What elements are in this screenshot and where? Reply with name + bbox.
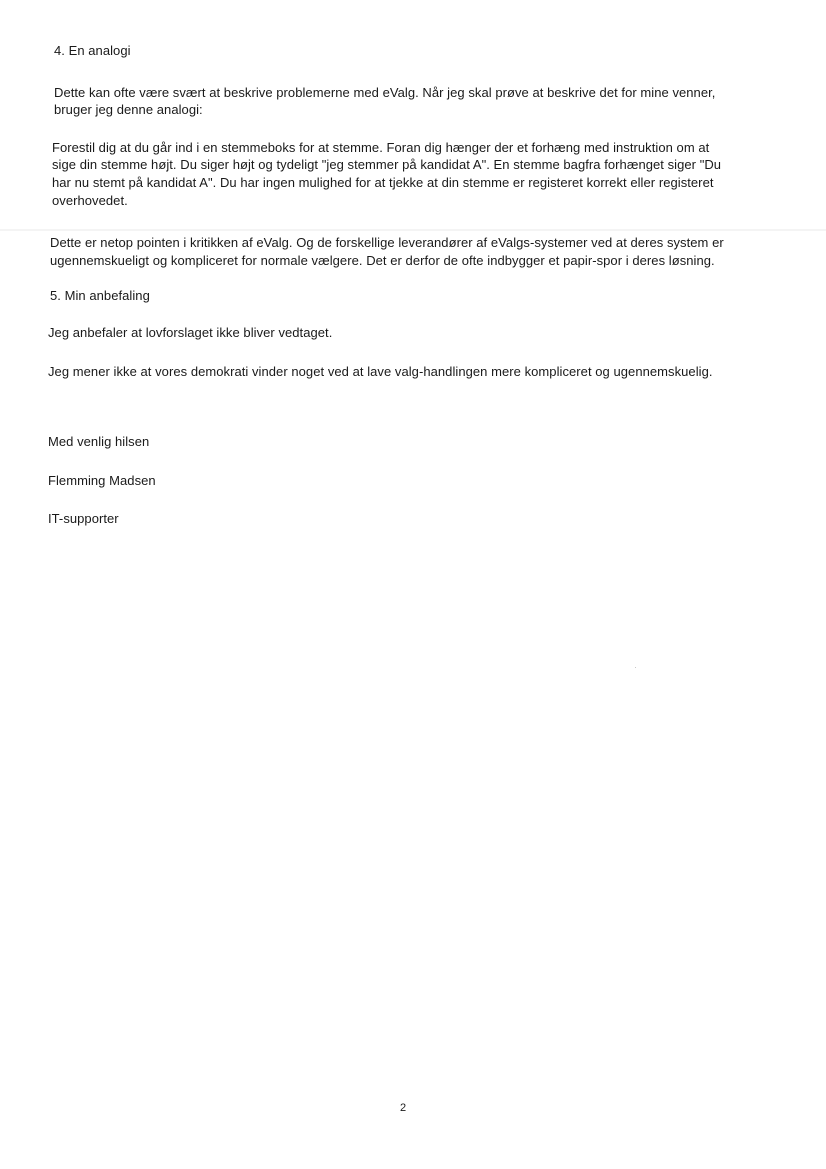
section-5-heading: 5. Min anbefaling — [50, 288, 150, 303]
section-5-paragraph-2: Jeg mener ikke at vores demokrati vinder noget ved at lave valg-handlingen mere kompliceret og ugennemskuelig. — [48, 364, 713, 379]
scan-artifact-band — [0, 229, 826, 231]
section-4-paragraph-2-line-4: overhovedet. — [52, 193, 128, 208]
section-4-paragraph-2-line-2: sige din stemme højt. Du siger højt og tydeligt "jeg stemmer på kandidat A". En stemme bagfra forhænget siger "Du — [52, 157, 722, 172]
section-4-paragraph-1-line-1: Dette kan ofte være svært at beskrive problemerne med eValg. Når jeg skal prøve at beskrive det for mine venner, — [54, 85, 716, 100]
section-4-paragraph-2-line-3: har nu stemt på kandidat A". Du har ingen mulighed for at tjekke at din stemme er registeret korrekt eller registeret — [52, 175, 714, 190]
section-4-paragraph-2-line-1: Forestil dig at du går ind i en stemmeboks for at stemme. Foran dig hænger der et forhæng med instruktion om at — [52, 140, 710, 155]
page-number: 2 — [400, 1102, 407, 1114]
section-4-heading: 4. En analogi — [54, 43, 131, 58]
signature-title: IT-supporter — [48, 511, 119, 526]
section-4-paragraph-3-line-1: Dette er netop pointen i kritikken af eValg. Og de forskellige leverandører af eValgs-systemer ved at deres system er — [50, 235, 724, 250]
section-4-paragraph-1-line-2: bruger jeg denne analogi: — [54, 102, 203, 117]
closing-greeting: Med venlig hilsen — [48, 434, 150, 449]
section-5-paragraph-1: Jeg anbefaler at lovforslaget ikke bliver vedtaget. — [48, 325, 333, 340]
scan-speck — [635, 667, 636, 668]
signature-name: Flemming Madsen — [48, 473, 156, 488]
section-4-paragraph-3-line-2: ugennemskueligt og kompliceret for normale vælgere. Det er derfor de ofte indbygger et papir-spor i deres løsning. — [50, 253, 715, 268]
